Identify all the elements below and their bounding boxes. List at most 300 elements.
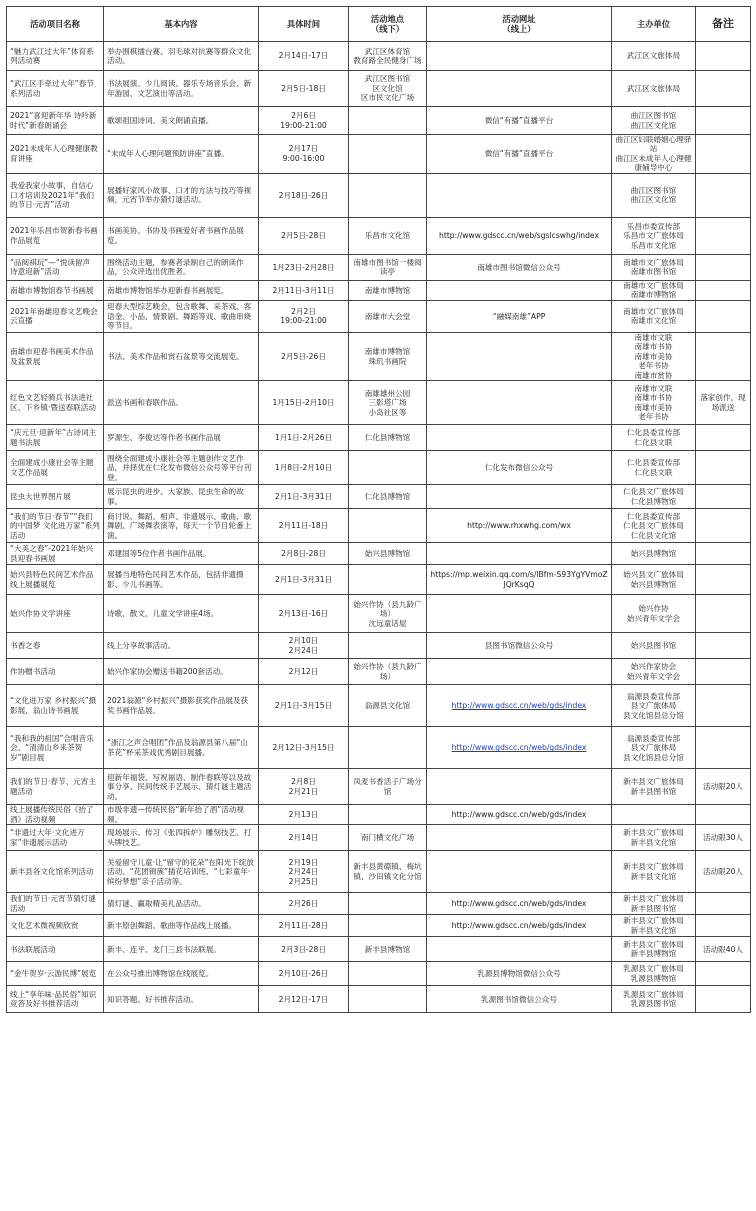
cell-organizer [612, 893, 696, 915]
cell-location [349, 986, 427, 1013]
cell-url [427, 805, 612, 825]
cell-line: http://www.gdscc.cn/web/gds/index [451, 899, 587, 909]
cell-time [259, 280, 349, 300]
cell-name [7, 485, 104, 509]
cell-line: 南雄市赏协 [634, 370, 673, 380]
cell-location [349, 937, 427, 962]
cell-note [696, 135, 751, 174]
cell-line: 县图书馆微信公众号 [484, 641, 554, 651]
cell-note [696, 986, 751, 1013]
cell-line: 罗源生、李俊达等作者书画作品展 [107, 433, 221, 443]
cell-line: 县文广旅体局 [630, 701, 677, 711]
cell-note [696, 825, 751, 851]
cell-note [696, 381, 751, 425]
cell-time [259, 659, 349, 685]
cell-note [696, 769, 751, 805]
cell-content [104, 825, 259, 851]
table-row [7, 727, 751, 769]
cell-line: 始兴县图书馆 [630, 641, 677, 651]
cell-line: 猜灯谜、赢取精美礼品活动。 [107, 899, 206, 909]
cell-name [7, 915, 104, 937]
cell-url [427, 217, 612, 254]
cell-time [259, 381, 349, 425]
cell-line: 乐昌市委宣传部 [626, 221, 681, 231]
cell-content [104, 71, 259, 107]
table-row [7, 135, 751, 174]
cell-location [349, 425, 427, 451]
cell-line: “大美之春”-2021年始兴县迎春书画展 [10, 544, 94, 563]
cell-line: 围绕全面建成小康社会等主题创作文艺作品，并择优在仁化发布微信公众号等平台刊登。 [107, 453, 252, 482]
cell-line: 新丰县文化馆 [630, 837, 677, 847]
table-row [7, 962, 751, 986]
cell-note [696, 332, 751, 380]
cell-location [349, 915, 427, 937]
cell-note [696, 659, 751, 685]
cell-line: “我和我的祖国”合唱音乐会、“清清山乡来茶贺岁”剧目展 [10, 733, 94, 762]
cell-content [104, 893, 259, 915]
cell-location [349, 71, 427, 107]
cell-organizer [612, 425, 696, 451]
cell-note [696, 595, 751, 633]
cell-line: 落家创作，现场派送 [700, 393, 746, 412]
cell-note [696, 962, 751, 986]
cell-content [104, 962, 259, 986]
cell-url [427, 280, 612, 300]
cell-note [696, 893, 751, 915]
cell-line: 2月1日-3月31日 [274, 492, 333, 502]
cell-time [259, 71, 349, 107]
cell-line: 9:00-16:00 [282, 153, 325, 163]
cell-note [696, 42, 751, 71]
cell-line: 2021“喜迎新年华 诗吟新时代”新春朗诵会 [10, 111, 97, 130]
cell-name [7, 135, 104, 174]
cell-organizer [612, 915, 696, 937]
cell-line: 仁化县文联 [634, 467, 673, 477]
cell-line: 曲江区未成年人心理健康辅导中心 [615, 153, 692, 173]
cell-content [104, 135, 259, 174]
cell-line: 新丰县文化馆 [630, 871, 677, 881]
cell-line: 2月24日 [288, 867, 319, 877]
cell-line: 2月3日-28日 [281, 944, 326, 954]
cell-line: 乳源图书馆微信公众号 [481, 994, 557, 1004]
cell-time [259, 425, 349, 451]
cell-line: 歌颂祖国诗词、美文朗诵直播。 [107, 115, 214, 125]
cell-name [7, 254, 104, 280]
cell-line: “武江区手牵过大年”春节系列活动 [10, 79, 94, 98]
cell-line: 区文化馆 [372, 83, 403, 93]
cell-line: “融媒南雄”APP [492, 311, 546, 321]
cell-organizer [612, 42, 696, 71]
cell-line: 线上分享故事活动。 [107, 641, 176, 651]
cell-location [349, 851, 427, 893]
table-row [7, 485, 751, 509]
cell-line: 活动限20人 [702, 782, 744, 792]
table-row [7, 986, 751, 1013]
cell-line: 始兴县博物馆 [630, 549, 677, 559]
cell-line: 新丰县文广旅体局 [623, 916, 684, 926]
cell-url[interactable] [427, 685, 612, 727]
cell-name [7, 332, 104, 380]
cell-line: 仁化县博物馆 [364, 492, 411, 502]
cell-content [104, 685, 259, 727]
cell-line: 县文广旅体局 [630, 743, 677, 753]
cell-line: 乳源县博物馆微信公众号 [477, 969, 561, 979]
cell-location [349, 42, 427, 71]
cell-line: 武江区文旅体局 [626, 51, 681, 61]
cell-time [259, 937, 349, 962]
cell-line: 乳源县文广旅体局 [623, 989, 684, 999]
cell-location [349, 280, 427, 300]
table-row [7, 71, 751, 107]
cell-name [7, 727, 104, 769]
cell-line: 新丰县文化馆 [630, 925, 677, 935]
cell-url [427, 485, 612, 509]
activity-table-sheet [6, 6, 750, 1013]
cell-url [427, 937, 612, 962]
cell-line: 南雄市文广旅体局 [623, 306, 684, 316]
cell-line: “魅力武江过大年”体育系列活动赛 [10, 46, 94, 65]
cell-line: 曲江区妇联婚姻心理驿站 [615, 135, 692, 154]
cell-name [7, 893, 104, 915]
cell-line: “非遗过大年·文化进万家”非遗展示活动 [10, 828, 85, 847]
cell-line: 2月24日 [288, 645, 319, 655]
cell-time [259, 509, 349, 543]
cell-line: 新丰县博物馆 [630, 949, 677, 959]
cell-location [349, 485, 427, 509]
cell-name [7, 425, 104, 451]
cell-time [259, 42, 349, 71]
table-row [7, 595, 751, 633]
cell-url [427, 851, 612, 893]
cell-line: 珠玑书画院 [368, 356, 407, 366]
cell-url [427, 451, 612, 485]
cell-line: 2月13日 [288, 810, 319, 820]
cell-time [259, 727, 349, 769]
cell-note [696, 71, 751, 107]
cell-url [427, 769, 612, 805]
cell-name [7, 769, 104, 805]
table-row [7, 543, 751, 565]
cell-organizer [612, 633, 696, 659]
cell-location [349, 825, 427, 851]
cell-name [7, 107, 104, 135]
cell-url [427, 332, 612, 380]
cell-line: 乐昌市文化馆 [364, 231, 411, 241]
cell-line: 市级非遗—传统民俗“新年抬了酒”活动视频。 [107, 805, 244, 824]
cell-location [349, 509, 427, 543]
cell-line: 19:00-21:00 [280, 120, 327, 130]
cell-url [427, 565, 612, 595]
cell-line: 翁源县文化馆 [364, 701, 411, 711]
cell-line: 南雄市书协 [634, 393, 673, 403]
cell-line: 翁源县委宣传部 [626, 691, 681, 701]
table-row [7, 254, 751, 280]
cell-organizer [612, 825, 696, 851]
cell-time [259, 805, 349, 825]
table-row [7, 42, 751, 71]
cell-line: 曲江区文化馆 [630, 195, 677, 205]
cell-line: 南雄市文化馆 [630, 316, 677, 326]
cell-time [259, 485, 349, 509]
header-organizer: 主办单位 [612, 7, 696, 42]
cell-note [696, 173, 751, 217]
cell-url [427, 300, 612, 332]
cell-line: “浙江之声合唱团”作品及翁源县第八届“山茶花”杯采茶戏优秀剧目展播。 [107, 738, 248, 757]
table-row [7, 451, 751, 485]
cell-line: 翁源县委宣传部 [626, 733, 681, 743]
cell-url [427, 962, 612, 986]
cell-url [427, 825, 612, 851]
cell-content [104, 254, 259, 280]
cell-time [259, 962, 349, 986]
cell-location [349, 332, 427, 380]
cell-line: 始兴作家协会赠送书籍200套活动。 [107, 667, 228, 677]
cell-time [259, 685, 349, 727]
cell-line: 红色文艺轻骑兵书法进社区、下乡镇·暨送春联活动 [10, 393, 96, 412]
cell-name [7, 825, 104, 851]
cell-line: 南雄市博物馆 [364, 285, 411, 295]
cell-organizer [612, 851, 696, 893]
cell-line: 南雄市图书馆 [630, 267, 677, 277]
cell-line: 新丰县文广旅体局 [623, 862, 684, 872]
cell-content [104, 381, 259, 425]
cell-note [696, 217, 751, 254]
cell-line: 乐昌市文化馆 [630, 240, 677, 250]
table-row [7, 851, 751, 893]
cell-line: 我们的节日·元宵节猜灯谜活动 [10, 894, 96, 913]
cell-organizer [612, 217, 696, 254]
cell-line: 2月8日-28日 [281, 549, 326, 559]
cell-time [259, 300, 349, 332]
cell-name [7, 42, 104, 71]
cell-line: 仁化县博物馆 [630, 496, 677, 506]
cell-line: 微信“有播”直播平台 [484, 115, 554, 125]
cell-time [259, 769, 349, 805]
cell-line: https://mp.weixin.qq.com/s/lBfm-S93YgYVmoZJQrKsqQ [430, 570, 608, 589]
cell-line: 凤麦书香活子广场分馆 [353, 777, 422, 796]
cell-line: 新丰县文广旅体局 [623, 777, 684, 787]
cell-line: 县文化馆县总分馆 [623, 752, 684, 762]
cell-line: 新丰县图书馆 [630, 903, 677, 913]
cell-name [7, 451, 104, 485]
cell-line: 新丰原创舞蹈、歌曲等作品线上展播。 [107, 921, 237, 931]
cell-line: 全面建成小康社会等主题文艺作品展 [10, 458, 94, 477]
cell-line: 老年书协 [638, 361, 669, 371]
url-link[interactable]: http://www.gdscc.cn/web/gds/index [451, 701, 587, 711]
cell-line: 新丰县图书馆 [630, 786, 677, 796]
cell-name [7, 300, 104, 332]
cell-time [259, 543, 349, 565]
cell-time [259, 825, 349, 851]
table-row [7, 107, 751, 135]
cell-content [104, 659, 259, 685]
cell-content [104, 565, 259, 595]
table-row [7, 805, 751, 825]
cell-line: 围绕活动主题，参赛者录制自己的朗读作品，公众评选出优胜者。 [107, 257, 244, 277]
cell-organizer [612, 769, 696, 805]
cell-organizer [612, 805, 696, 825]
cell-line: 南雄市图书馆微信公众号 [477, 262, 561, 272]
cell-line: 展播好家风小故事、口才的方法与技巧等视频，元宵节举办猜灯谜活动。 [107, 185, 252, 205]
cell-content [104, 107, 259, 135]
cell-url [427, 543, 612, 565]
cell-line: 知识答题、好书推荐活动。 [107, 994, 199, 1004]
cell-location [349, 962, 427, 986]
cell-location [349, 381, 427, 425]
cell-url [427, 381, 612, 425]
cell-location [349, 135, 427, 174]
table-row [7, 633, 751, 659]
header-name: 活动项目名称 [7, 7, 104, 42]
cell-line: 仁化县博物馆 [364, 433, 411, 443]
cell-organizer [612, 937, 696, 962]
cell-location [349, 685, 427, 727]
cell-line: 2月10日-26日 [278, 969, 329, 979]
cell-line: 始兴作协文学讲座 [10, 609, 71, 619]
cell-url [427, 173, 612, 217]
cell-name [7, 381, 104, 425]
cell-line: 微信“有播”直播平台 [484, 149, 554, 159]
cell-name [7, 962, 104, 986]
cell-organizer [612, 107, 696, 135]
cell-line: 书香之春 [10, 641, 41, 651]
cell-line: 2月1日-3月31日 [274, 575, 333, 585]
cell-line: “品阅祺玩”—“悦读留声 诗意迎新”活动 [10, 257, 91, 277]
cell-organizer [612, 565, 696, 595]
cell-line: 南雄市书协 [634, 342, 673, 352]
cell-line: 三影塔广场 [368, 398, 407, 408]
cell-line: 2月26日 [288, 899, 319, 909]
cell-name [7, 659, 104, 685]
cell-time [259, 135, 349, 174]
cell-line: 邓建国等5位作者书画作品展。 [107, 549, 211, 559]
cell-line: 新丰县黄磜镇、梅坑镇、沙田镇文化分馆 [353, 862, 422, 881]
cell-line: 2月10日 [288, 636, 319, 646]
header-time: 具体时间 [259, 7, 349, 42]
cell-line: 南雄雄州公园 [364, 388, 411, 398]
cell-line: 教育路全民健身广场 [353, 56, 422, 65]
cell-line: 乳源县图书馆 [630, 999, 677, 1009]
cell-line: 南雄市文联 [634, 332, 673, 342]
cell-line: 仁化县委宣传部 [626, 458, 681, 468]
cell-line: 老年书协 [638, 412, 669, 422]
cell-line: 2021年南雄迎春文艺晚会云直播 [10, 306, 98, 326]
cell-line: 新丰县文广旅体局 [623, 828, 684, 838]
cell-time [259, 893, 349, 915]
cell-note [696, 727, 751, 769]
cell-location [349, 543, 427, 565]
cell-name [7, 565, 104, 595]
cell-line: 活动限40人 [702, 944, 744, 954]
cell-name [7, 280, 104, 300]
cell-line: 线上“享年味·品民俗”知识竞答及好书推荐活动 [10, 989, 97, 1009]
cell-line: 武江区图书馆 [364, 74, 411, 84]
cell-organizer [612, 962, 696, 986]
table-row [7, 915, 751, 937]
cell-line: 仁化县文联 [634, 437, 673, 447]
cell-line: 1月1日-2月26日 [274, 433, 333, 443]
cell-line: “庆元旦·迎新年”古诗词主题书法展 [10, 428, 97, 447]
cell-name [7, 633, 104, 659]
cell-line: 2月11日-28日 [278, 921, 329, 931]
cell-line: 迎春大型综艺晚会，包含歌舞、采茶戏、客语金、小品、情景剧、舞蹈等戏、歌曲串烧等节目。 [107, 302, 252, 331]
cell-line: 关爱留守儿童·让“留守的花朵”在阳光下绽放活动、“花团锦簇”插花培训班、“七彩童年·缤纷梦想”亲子活动等。 [107, 857, 254, 886]
cell-name [7, 805, 104, 825]
cell-line: 新丰县文广旅体局 [623, 939, 684, 949]
cell-url [427, 986, 612, 1013]
cell-line: 书画美协、书协及书画爱好者书画作品展览。 [107, 226, 244, 245]
cell-organizer [612, 280, 696, 300]
cell-line: 始兴县博物馆 [630, 579, 677, 589]
cell-content [104, 805, 259, 825]
cell-line: 2月5日-18日 [281, 83, 326, 93]
cell-line: 2月2日 [291, 306, 316, 316]
cell-url[interactable] [427, 727, 612, 769]
cell-line: 2月13日-16日 [278, 609, 329, 619]
cell-content [104, 851, 259, 893]
cell-line: 诗歌、散文、儿童文学讲座4场。 [107, 609, 219, 619]
cell-name [7, 71, 104, 107]
cell-location [349, 769, 427, 805]
cell-line: 派送书画和春联作品。 [107, 398, 183, 408]
cell-name [7, 685, 104, 727]
cell-name [7, 986, 104, 1013]
cell-content [104, 633, 259, 659]
table-row [7, 769, 751, 805]
cell-url [427, 509, 612, 543]
cell-line: http://www.gdscc.cn/web/sgslcswhg/index [439, 231, 599, 241]
cell-line: 在公众号推出博物馆在线展览。 [107, 969, 214, 979]
cell-line: 2月17日 [288, 144, 319, 154]
table-row [7, 565, 751, 595]
cell-url [427, 915, 612, 937]
cell-line: 2月5日-26日 [281, 351, 326, 361]
cell-line: 乐昌市文广旅体局 [623, 231, 684, 241]
cell-line: 仁化县文广旅体局 [623, 521, 684, 531]
cell-line: 2月18日-26日 [278, 190, 329, 200]
cell-name [7, 595, 104, 633]
table-row [7, 300, 751, 332]
table-row [7, 217, 751, 254]
header-content: 基本内容 [104, 7, 259, 42]
cell-time [259, 986, 349, 1013]
cell-time [259, 565, 349, 595]
url-link[interactable]: http://www.gdscc.cn/web/gds/index [451, 743, 587, 753]
cell-line: 南雄市博物馆举办迎新春书画展览。 [107, 285, 229, 295]
cell-line: 2月11日-3月11日 [272, 285, 335, 295]
cell-location [349, 565, 427, 595]
cell-line: 2月12日-17日 [278, 994, 329, 1004]
cell-time [259, 851, 349, 893]
cell-line: 2月1日-3月15日 [274, 701, 333, 711]
cell-name [7, 851, 104, 893]
cell-line: 南雄市图书馆一楼阅读亭 [353, 257, 422, 277]
cell-content [104, 280, 259, 300]
table-row [7, 332, 751, 380]
cell-organizer [612, 451, 696, 485]
cell-line: “我们的节日·春节”“我们的中国梦 文化进万家”系列活动 [10, 511, 100, 540]
cell-line: 新丰县各文化馆系列活动 [10, 867, 94, 877]
table-row [7, 893, 751, 915]
cell-location [349, 254, 427, 280]
cell-line: 商讨说、舞蹈、相声、非遗展示、歌曲、歌舞剧、广场舞表演等，每天一个节目轮番上演。 [107, 511, 252, 540]
cell-content [104, 485, 259, 509]
cell-organizer [612, 509, 696, 543]
cell-line: 乳源县博物馆 [630, 973, 677, 983]
cell-line: 文化艺术微视频欣赏 [10, 921, 79, 931]
cell-location [349, 805, 427, 825]
cell-note [696, 254, 751, 280]
